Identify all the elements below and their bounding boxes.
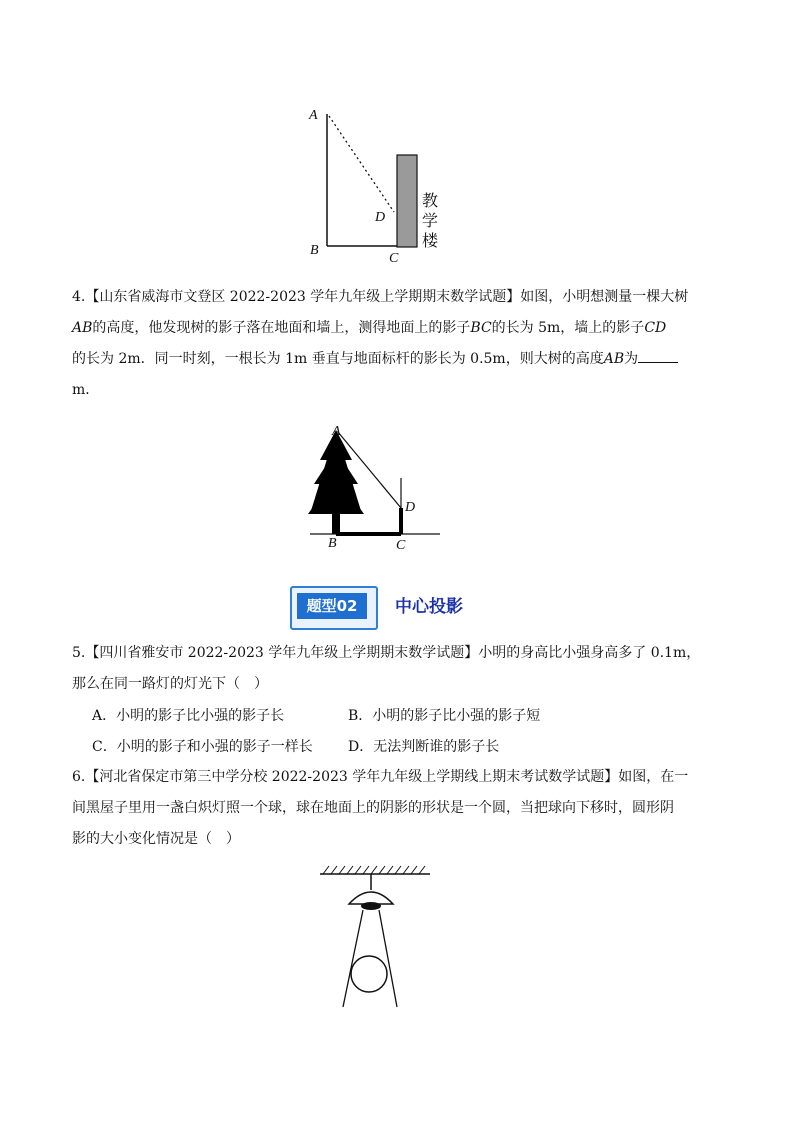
label-c: C (389, 251, 399, 266)
figure-tree-shadow-svg (300, 420, 450, 560)
q5-option-d[interactable]: D．无法判断谁的影子长 (348, 739, 500, 755)
label-d: D (405, 500, 416, 515)
tree-trunk (332, 512, 340, 534)
answer-blank[interactable] (638, 348, 678, 363)
figure-lamp-ball (315, 862, 435, 1012)
q4-var-ab-2: AB (603, 351, 625, 367)
question-6 (72, 762, 722, 855)
figure-lamp-ball-svg (315, 862, 435, 1012)
q4-var-bc: BC (470, 320, 492, 336)
q4-text-c: 的长为 2m．同一时刻，一根长为 1m 垂直与地面标杆的影长为 0.5m，则大树的高度 (72, 351, 604, 367)
q6-line-2: 间黑屋子里用一盏白炽灯照一个球，球在地面上的阴影的形状是一个圆，当把球向下移时，圆形阴 (72, 800, 674, 816)
question-4 (72, 282, 722, 406)
q5-option-c[interactable]: C．小明的影子和小强的影子一样长 (92, 739, 313, 755)
label-c: C (396, 538, 406, 553)
q6-line-1: 6.【河北省保定市第三中学分校 2022-2023 学年九年级上学期线上期末考试数学试题】如图，在一 (72, 769, 689, 785)
q4-line-3 (72, 344, 722, 375)
light-ray-right (379, 910, 397, 1007)
ball (351, 956, 387, 992)
q4-line-1: 4.【山东省威海市文登区 2022-2023 学年九年级上学期期末数学试题】如图，小明想测量一棵大树 (72, 289, 689, 305)
section-badge-label: 题型02 (297, 593, 367, 619)
label-b: B (328, 536, 337, 551)
q6-line-3: 影的大小变化情况是（ ） (72, 831, 240, 847)
question-5 (72, 638, 722, 700)
label-b: B (310, 243, 319, 258)
q5-option-a[interactable]: A．小明的影子比小强的影子长 (92, 708, 285, 724)
section-title: 中心投影 (395, 597, 463, 617)
q5-option-b[interactable]: B．小明的影子比小强的影子短 (348, 708, 541, 724)
figure-tree-shadow (300, 420, 450, 560)
building-label-1: 教 (422, 191, 439, 210)
building-rect (397, 155, 417, 247)
sun-ray-line (329, 116, 394, 212)
lamp-bulb (361, 902, 381, 910)
figure-building-shadow (300, 100, 460, 270)
label-a: A (332, 424, 341, 439)
q4-text-a: 的高度，他发现树的影子落在地面和墙上，测得地面上的影子 (92, 320, 471, 336)
label-d: D (375, 210, 386, 225)
q4-line-2 (72, 313, 722, 344)
building-label-3: 楼 (422, 231, 439, 250)
building-label-2: 学 (422, 211, 439, 230)
section-badge (290, 586, 378, 630)
q4-var-ab: AB (72, 320, 93, 336)
q5-line-1: 5.【四川省雅安市 2022-2023 学年九年级上学期期末数学试题】小明的身高比小强身高多了 0.1m， (72, 645, 701, 661)
q4-line-4: m． (72, 382, 100, 398)
q4-text-b: 的长为 5m，墙上的影子 (491, 320, 645, 336)
label-a: A (309, 108, 318, 123)
q4-text-d: 为 (624, 351, 639, 367)
q4-var-cd: CD (644, 320, 667, 336)
q5-line-2: 那么在同一路灯的灯光下（ ） (72, 676, 268, 692)
ceiling-hatch (323, 866, 425, 874)
